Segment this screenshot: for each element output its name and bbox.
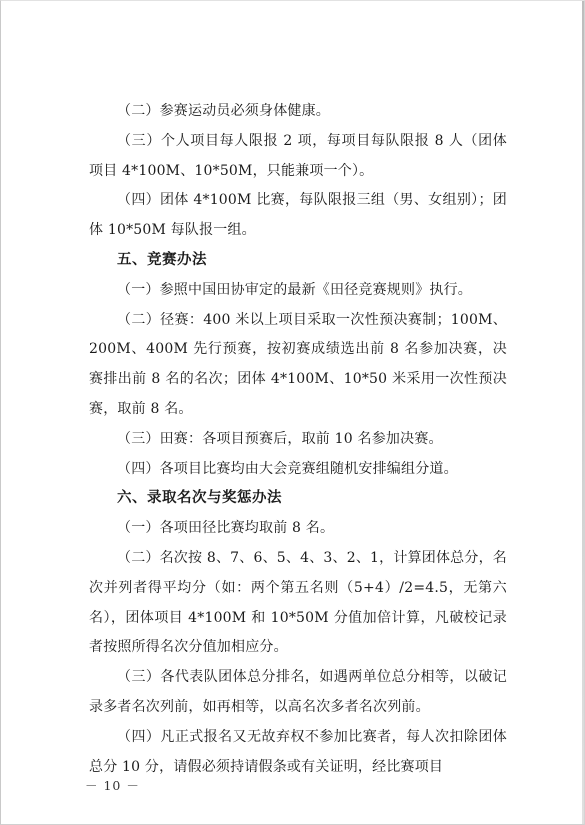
paragraph-item-3: （三）个人项目每人限报 2 项，每项目每队限报 8 人（团体项目 4*100M、10*50M，只能兼项一个）。: [89, 132, 507, 179]
paragraph-forfeit-penalty: （四）凡正式报名又无故弃权不参加比赛者，每人次扣除团体总分 10 分，请假必须持请假条或有关证明，经比赛项目: [89, 728, 507, 775]
paragraph-lane-assignment: （四）各项目比赛均由大会竞赛组随机安排编组分道。: [117, 460, 458, 477]
paragraph-track-events: （二）径赛：400 米以上项目采取一次性预决赛制；100M、200M、400M 先行预赛，按初赛成绩选出前 8 名参加决赛，决赛排出前 8 名的名次；团体 4*100M、10*50 米采用一次性预决赛，取前 8 名。: [89, 311, 507, 417]
document-body: [89, 97, 507, 782]
page-edge-shadow: [582, 1, 584, 824]
paragraph-top-eight: （一）各项田径比赛均取前 8 名。: [117, 520, 335, 537]
paragraph-item-4: （四）团体 4*100M 比赛，每队限报三组（男、女组别）；团体 10*50M 每队报一组。: [89, 192, 507, 239]
paragraph-field-events: （三）田赛：各项目预赛后，取前 10 名参加决赛。: [117, 430, 443, 447]
paragraph-scoring: （二）名次按 8、7、6、5、4、3、2、1，计算团体总分，名次并列者得平均分（如：两个第五名则（5+4）/2=4.5，无第六名），团体项目 4*100M 和 10*50M 分值加倍计算，凡破校记录者按照所得名次分值加相应分。: [89, 549, 507, 656]
section-heading-competition-method: 五、竞赛办法: [117, 251, 207, 268]
paragraph-competition-rule: （一）参照中国田协审定的最新《田径竞赛规则》执行。: [117, 281, 472, 298]
page-number: － 10 －: [85, 778, 140, 793]
paragraph-item-2: （二）参赛运动员必须身体健康。: [117, 103, 330, 119]
section-heading-ranking-awards: 六、录取名次与奖惩办法: [117, 490, 282, 507]
paragraph-team-ranking: （三）各代表队团体总分排名，如遇两单位总分相等，以破记录多者名次列前，如再相等，以高名次多者名次列前。: [89, 669, 507, 715]
